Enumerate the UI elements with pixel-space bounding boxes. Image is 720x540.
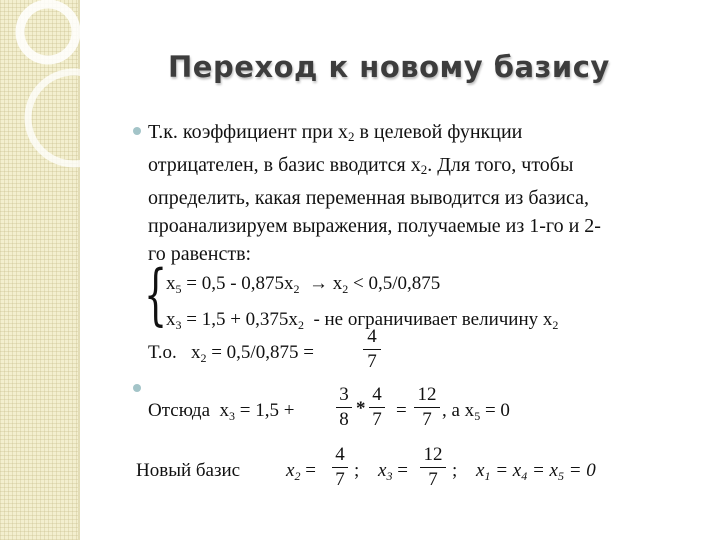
paragraph-line: определить, какая переменная выводится из базиса, bbox=[148, 187, 589, 209]
new-basis-x3: $x_3$ = bbox=[378, 460, 408, 483]
equals-sign: = bbox=[396, 400, 407, 421]
bullet-point bbox=[133, 127, 141, 135]
separator: ; bbox=[452, 460, 458, 481]
bullet-point bbox=[133, 384, 141, 392]
body-paragraph bbox=[148, 118, 708, 268]
paragraph-line: го равенств: bbox=[148, 243, 252, 265]
equation-2: $x_3 = 1,5 + 0,375x_2$ - не ограничивает величину $x_2$ bbox=[166, 309, 559, 332]
equation-1: $x_5 = 0,5 - 0,875x_2 \to x_2 < 0,5/0,875$ bbox=[166, 273, 441, 296]
fraction-12-7: 12 7 bbox=[414, 384, 440, 431]
fraction-12-7: 12 7 bbox=[420, 444, 446, 491]
multiply-sign: * bbox=[356, 398, 366, 419]
new-basis-label: Новый базис bbox=[136, 460, 241, 481]
fraction-4-7: 4 7 bbox=[363, 326, 381, 373]
otsyuda-tail: , а $x_5 = 0$ bbox=[442, 400, 510, 423]
paragraph-line: Т.к. коэффициент при $x_2$ в целевой функции bbox=[148, 121, 523, 144]
paragraph-line: отрицателен, в базис вводится $x_2$. Для того, чтобы bbox=[148, 154, 574, 177]
slide-title: Переход к новому базису bbox=[168, 50, 610, 84]
new-basis-zero-vars: $x_1 = x_4 = x_5 = 0$ bbox=[476, 460, 596, 483]
separator: ; bbox=[354, 460, 360, 481]
fraction-4-7: 4 7 bbox=[369, 384, 385, 431]
fraction-3-8: 3 8 bbox=[336, 384, 352, 431]
conclusion-line: Т.о. $x_2 = 0,5/0,875$ = bbox=[148, 342, 314, 365]
new-basis-x2: $x_2$ = bbox=[286, 460, 316, 483]
fraction-4-7: 4 7 bbox=[332, 444, 348, 491]
paragraph-line: проанализируем выражения, получаемые из 1-го и 2- bbox=[148, 215, 601, 237]
otsyuda-line: Отсюда $x_3 = 1,5$ + bbox=[148, 400, 295, 423]
system-brace: { bbox=[144, 256, 168, 333]
decorative-circles-icon bbox=[0, 0, 160, 200]
